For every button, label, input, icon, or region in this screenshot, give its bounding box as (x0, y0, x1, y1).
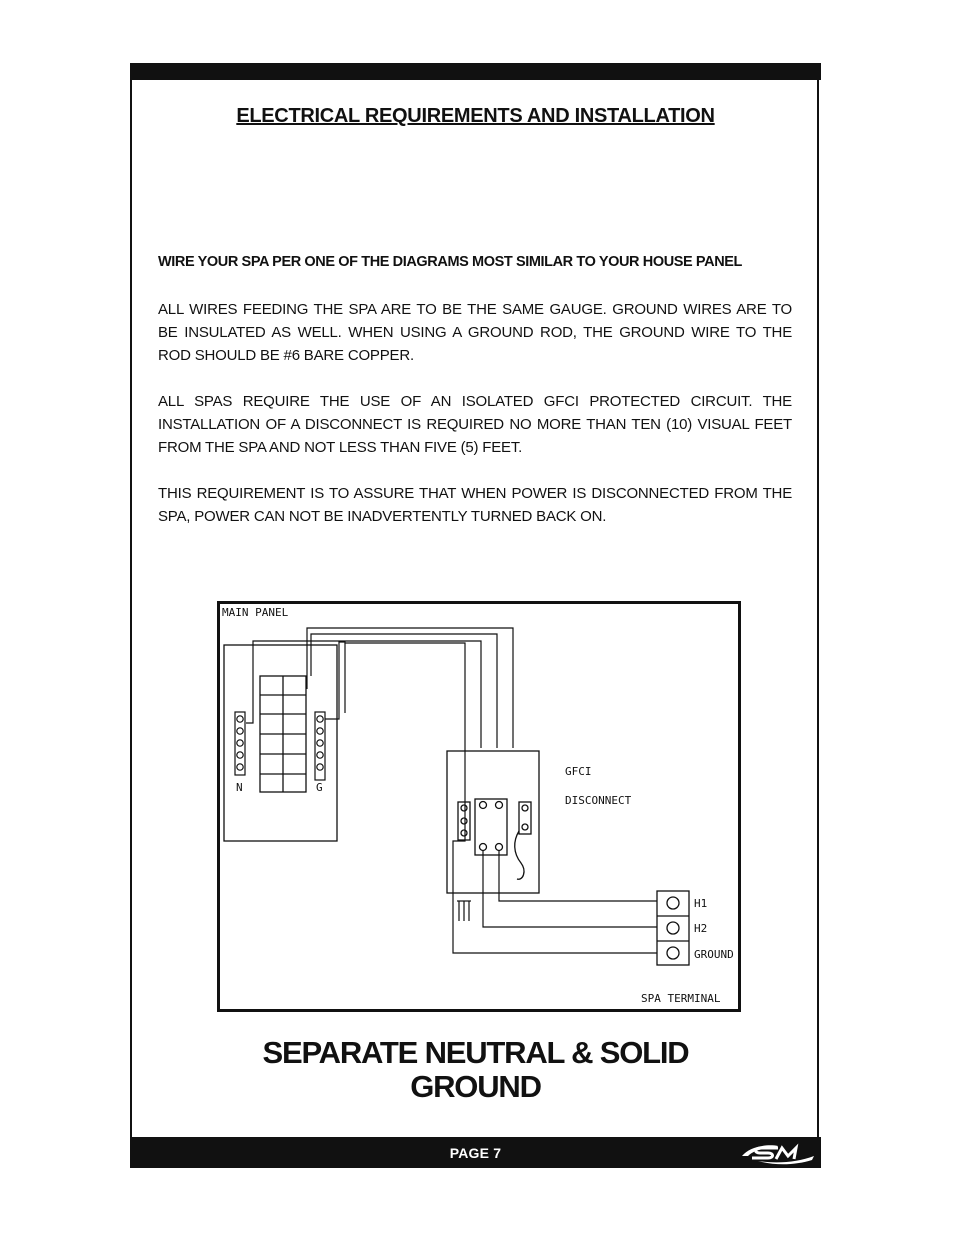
main-panel-label: MAIN PANEL (222, 606, 289, 619)
instruction-subheading: WIRE YOUR SPA PER ONE OF THE DIAGRAMS MOST SIMILAR TO YOUR HOUSE PANEL (158, 254, 743, 270)
paragraph-disconnect-purpose: THIS REQUIREMENT IS TO ASSURE THAT WHEN POWER IS DISCONNECTED FROM THE SPA, POWER CAN NOT BE INADVERTENTLY TURNED BACK ON. (158, 485, 792, 525)
page-number: PAGE 7 (449, 1145, 502, 1161)
paragraph-gfci-requirement: ALL SPAS REQUIRE THE USE OF AN ISOLATED GFCI PROTECTED CIRCUIT. THE INSTALLATION OF A DISCONNECT IS REQUIRED NO MORE THAN TEN (10) VISUAL FEET FROM THE SPA AND NOT LESS THAN FIVE (5) FEET. (158, 393, 792, 456)
disconnect-label: DISCONNECT (565, 794, 632, 807)
sm-brand-logo-icon (738, 1140, 818, 1166)
gfci-label: GFCI (565, 765, 592, 778)
wiring-diagram (217, 601, 741, 1012)
caption-line-1: SEPARATE NEUTRAL & SOLID (262, 1035, 689, 1070)
paragraph-wire-gauge: ALL WIRES FEEDING THE SPA ARE TO BE THE SAME GAUGE. GROUND WIRES ARE TO BE INSULATED AS WELL. WHEN USING A GROUND ROD, THE GROUND WIRE TO THE ROD SHOULD BE #6 BARE COPPER. (158, 301, 792, 364)
top-bar (130, 63, 821, 80)
diagram-caption (130, 1036, 821, 1104)
spa-terminal-label: SPA TERMINAL (641, 992, 721, 1005)
terminal-h2-label: H2 (694, 922, 708, 935)
caption-line-2: GROUND (410, 1069, 541, 1104)
page-title: ELECTRICAL REQUIREMENTS AND INSTALLATION (236, 105, 715, 127)
terminal-ground-label: GROUND (694, 948, 734, 961)
terminal-h1-label: H1 (694, 897, 708, 910)
neutral-label: N (236, 781, 243, 794)
ground-label: G (316, 781, 323, 794)
footer-bar (130, 1137, 821, 1168)
